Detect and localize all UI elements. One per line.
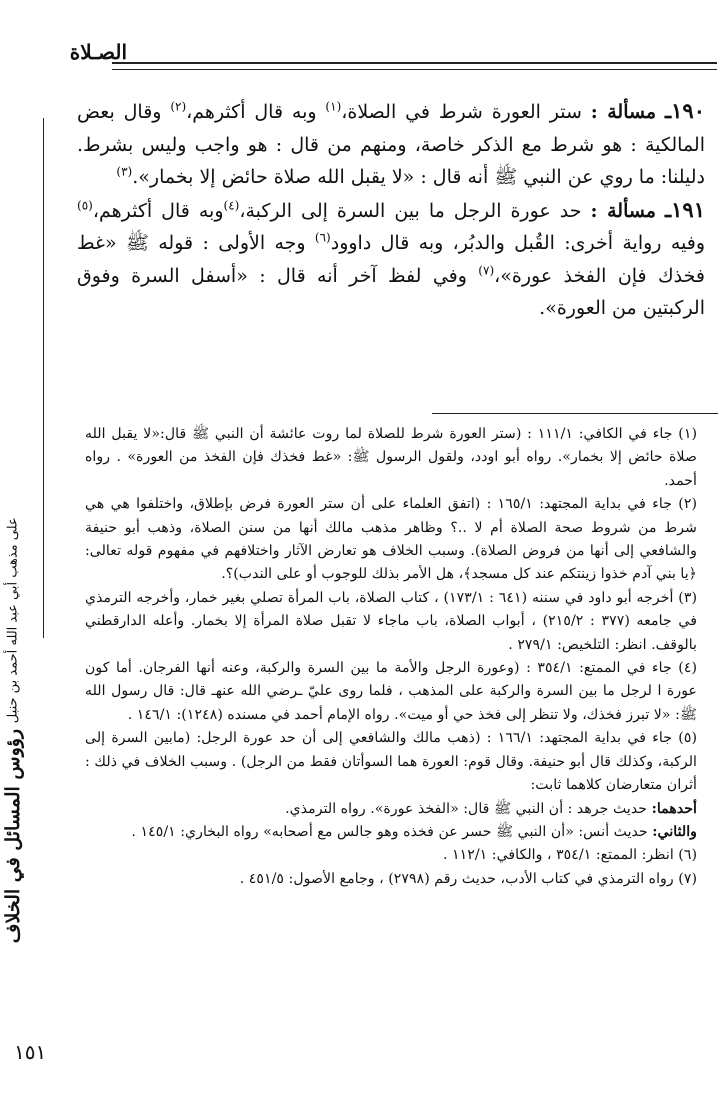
footnote-ref[interactable]: (١): [325, 99, 342, 114]
book-subtitle: على مذهب أبي عبد الله أحمد بن حنبل: [5, 516, 21, 723]
footnote-text: حديث جرهد : أن النبي ﷺ قال: «الفخذ عورة». رواه الترمذي.: [285, 800, 648, 817]
footnote-number: (٦): [678, 847, 697, 864]
footnote-text: رواه الترمذي في كتاب الأدب، حديث رقم (٢٧٩٨) ، وجامع الأصول: ٤٥١/٥ .: [239, 870, 674, 887]
footnote-ref[interactable]: (٦): [314, 230, 331, 245]
footnote-text: جاء في الممتع: ٣٥٤/١ : (وعورة الرجل والأمة ما بين السرة والركبة، وعنه أنها الفرجان. أما كون عورة ا لرجل ما بين السرة والركبة على المذهب ، فلما روى عليّ ـرضي الله عنهـ قال: قال رسول الله ﷺ: «لا تبرز فخذك، ولا تنظر إلى فخذ حي أو ميت». رواه الإمام أحمد في مسنده (١٢٤٨): ١٤٦/١ .: [85, 660, 697, 723]
footnote-text: جاء في بداية المجتهد: ١٦٥/١ : (اتفق العلماء على أن ستر العورة فرض بإطلاق، واختلفوا هي هي شرط من شروط صحة الصلاة أم لا ..؟ وظاهر مذهب مالك أنها من سنن الصلاة، وذهب أبو حنيفة والشافعي إلى أنها من فروض الصلاة). وسبب الخلاف هو تعارض الآثار واختلافهم في مفهوم قوله تعالى: ﴿يا بني آدم خذوا زينتكم عند كل مسجد﴾، هل الأمر بذلك للوجوب أو على الندب)؟.: [85, 496, 697, 583]
main-text: [77, 95, 705, 325]
footnote-ref[interactable]: (٤): [223, 198, 240, 213]
footnote: [85, 657, 697, 727]
issue-text: وقال بعض المالكية : هو شرط مع الذكر خاصة، ومنهم من قال : هو واجب وليس بشرط. دليلنا: ما روي عن النبي ﷺ أنه قال : «لا يقبل الله صلاة حائض إلا بخمار».: [77, 101, 705, 188]
issue-text: وفيه رواية أخرى: القُبل والدبُر، وبه قال داوود: [330, 232, 705, 254]
issue-paragraph: [77, 194, 705, 325]
footnote-text: أخرجه أبو داود في سننه (٦٤١ : ١٧٣/١) ، كتاب الصلاة، باب المرأة تصلي بغير خمار، وأخرجه الترمذي في جامعه (٣٧٧ : ٢١٥/٢) ، أبواب الصلاة، باب ماجاء لا تقبل صلاة المرأة إلا بخمار. وأعله الدارقطني بالوقف. انظر: التلخيص: ٢٧٩/١ .: [85, 589, 697, 653]
footnote: [85, 423, 697, 493]
footnote-lead: والثاني:: [652, 823, 697, 840]
footnote-text: جاء في بداية المجتهد: ١٦٦/١ : (ذهب مالك والشافعي إلى أن حد عورة الرجل: (مابين السرة إلى الركبة، وكذلك قال أبو حنيفة. وقال قوم: العورة هما السوأتان فقط من الرجل) . وسبب الخلاف في ذلك : أثران متعارضان كلاهما ثابت:: [85, 730, 697, 794]
footnote-number: (٥): [678, 730, 697, 747]
issue-text: حد عورة الرجل ما بين السرة إلى الركبة،: [239, 199, 582, 222]
footnote-lead: أحدهما:: [651, 800, 697, 817]
footnote-continuation: [85, 798, 697, 821]
footnote-text: حديث أنس: «أن النبي ﷺ حسر عن فخذه وهو جالس مع أصحابه» رواه البخاري: ١٤٥/١ .: [131, 823, 648, 840]
footnote-number: (٢): [678, 496, 698, 513]
side-book-title: [2, 400, 60, 1060]
footnote-continuation: [85, 821, 697, 844]
issue-label: مسألة :: [590, 101, 657, 123]
issue-label: مسألة :: [590, 199, 656, 222]
footnote-text: جاء في الكافي: ١١١/١ : (ستر العورة شرط للصلاة لما روت عائشة أن النبي ﷺ قال:«لا يقبل الله صلاة حائض إلا بخمار». رواه أبو اودد، ولقول الرسول ﷺ: «غط فخذك فإن الفخذ من العورة» . رواه أحمد.: [85, 426, 697, 489]
issue-number: ١٩٠ـ: [665, 98, 705, 123]
footnote-number: (٤): [678, 660, 697, 677]
footnote: [85, 587, 697, 657]
issue-paragraph: [77, 95, 705, 194]
footnotes: [85, 423, 697, 891]
footnote-ref[interactable]: (٥): [77, 198, 93, 213]
issue-text: وبه قال أكثرهم،: [92, 199, 224, 222]
issue-text: وبه قال أكثرهم،: [186, 101, 326, 123]
issue-text: وفي لفظ آخر أنه قال : «أسفل السرة وفوق الركبتين من العورة».: [77, 264, 705, 319]
footnote: [85, 727, 697, 797]
footnote-number: (٧): [678, 870, 697, 887]
footnote-ref[interactable]: (٢): [170, 99, 187, 114]
footnote-separator: [432, 413, 718, 414]
footnote-text: انظر: الممتع: ٣٥٤/١ ، والكافي: ١١٢/١ .: [442, 847, 674, 864]
header-rule: [112, 62, 717, 70]
footnote: [85, 868, 697, 891]
issue-text: وجه الأولى : قوله ﷺ «غط فخذك فإن الفخذ عورة»،: [77, 232, 705, 287]
issue-number: ١٩١ـ: [665, 196, 705, 222]
footnote: [85, 844, 697, 867]
footnote-ref[interactable]: (٧): [478, 263, 495, 278]
footnote-number: (٣): [678, 589, 697, 606]
footnote: [85, 493, 697, 587]
issue-text: ستر العورة شرط في الصلاة،: [341, 101, 582, 123]
book-title: رؤوس المسائل في الخلاف: [2, 728, 24, 944]
footnote-ref[interactable]: (٣): [116, 164, 133, 179]
page-header-title: الصـلاة: [69, 40, 127, 64]
footnote-number: (١): [678, 426, 697, 442]
page-number: ١٥١: [14, 1040, 47, 1064]
